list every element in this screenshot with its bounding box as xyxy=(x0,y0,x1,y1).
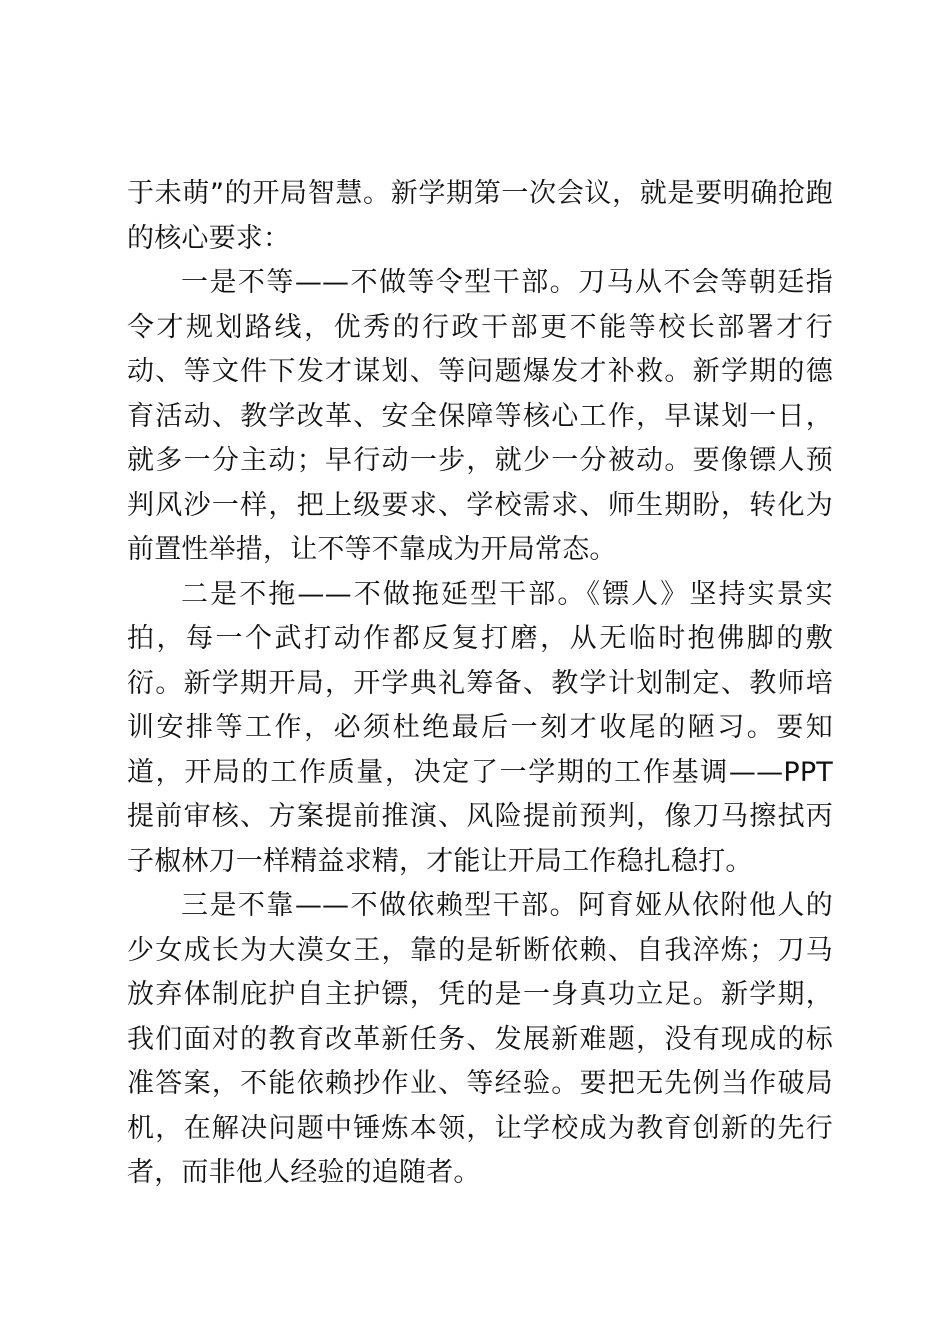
paragraph-point-one: 一是不等——不做等令型干部。刀马从不会等朝廷指令才规划路线，优秀的行政干部更不能等校长部署才行动、等文件下发才谋划、等问题爆发才补救。新学期的德育活动、教学改革、安全保障等核心工作，早谋划一日，就多一分主动；早行动一步，就少一分被动。要像镖人预判风沙一样，把上级要求、学校需求、师生期盼，转化为前置性举措，让不等不靠成为开局常态。 xyxy=(127,267,833,565)
paragraph-continuation: 于未萌”的开局智慧。新学期第一次会议，就是要明确抢跑的核心要求： xyxy=(127,178,833,254)
paragraph-point-three: 三是不靠——不做依赖型干部。阿育娅从依附他人的少女成长为大漠女王，靠的是斩断依赖、自我淬炼；刀马放弃体制庇护自主护镖，凭的是一身真功立足。新学期，我们面对的教育改革新任务、发展新难题，没有现成的标准答案，不能依赖抄作业、等经验。要把无先例当作破局机，在解决问题中锤炼本领，让学校成为教育创新的先行者，而非他人经验的追随者。 xyxy=(127,890,833,1188)
paragraph-point-two: 二是不拖——不做拖延型干部。《镖人》坚持实景实拍，每一个武打动作都反复打磨，从无临时抱佛脚的敷衍。新学期开局，开学典礼筹备、教学计划制定、教师培训安排等工作，必须杜绝最后一刻才收尾的陋习。要知道，开局的工作质量，决定了一学期的工作基调——PPT 提前审核、方案提前推演、风险提前预判，像刀马擦拭丙子椒林刀一样精益求精，才能让开局工作稳扎稳打。 xyxy=(127,578,833,877)
document-body xyxy=(127,172,833,1196)
